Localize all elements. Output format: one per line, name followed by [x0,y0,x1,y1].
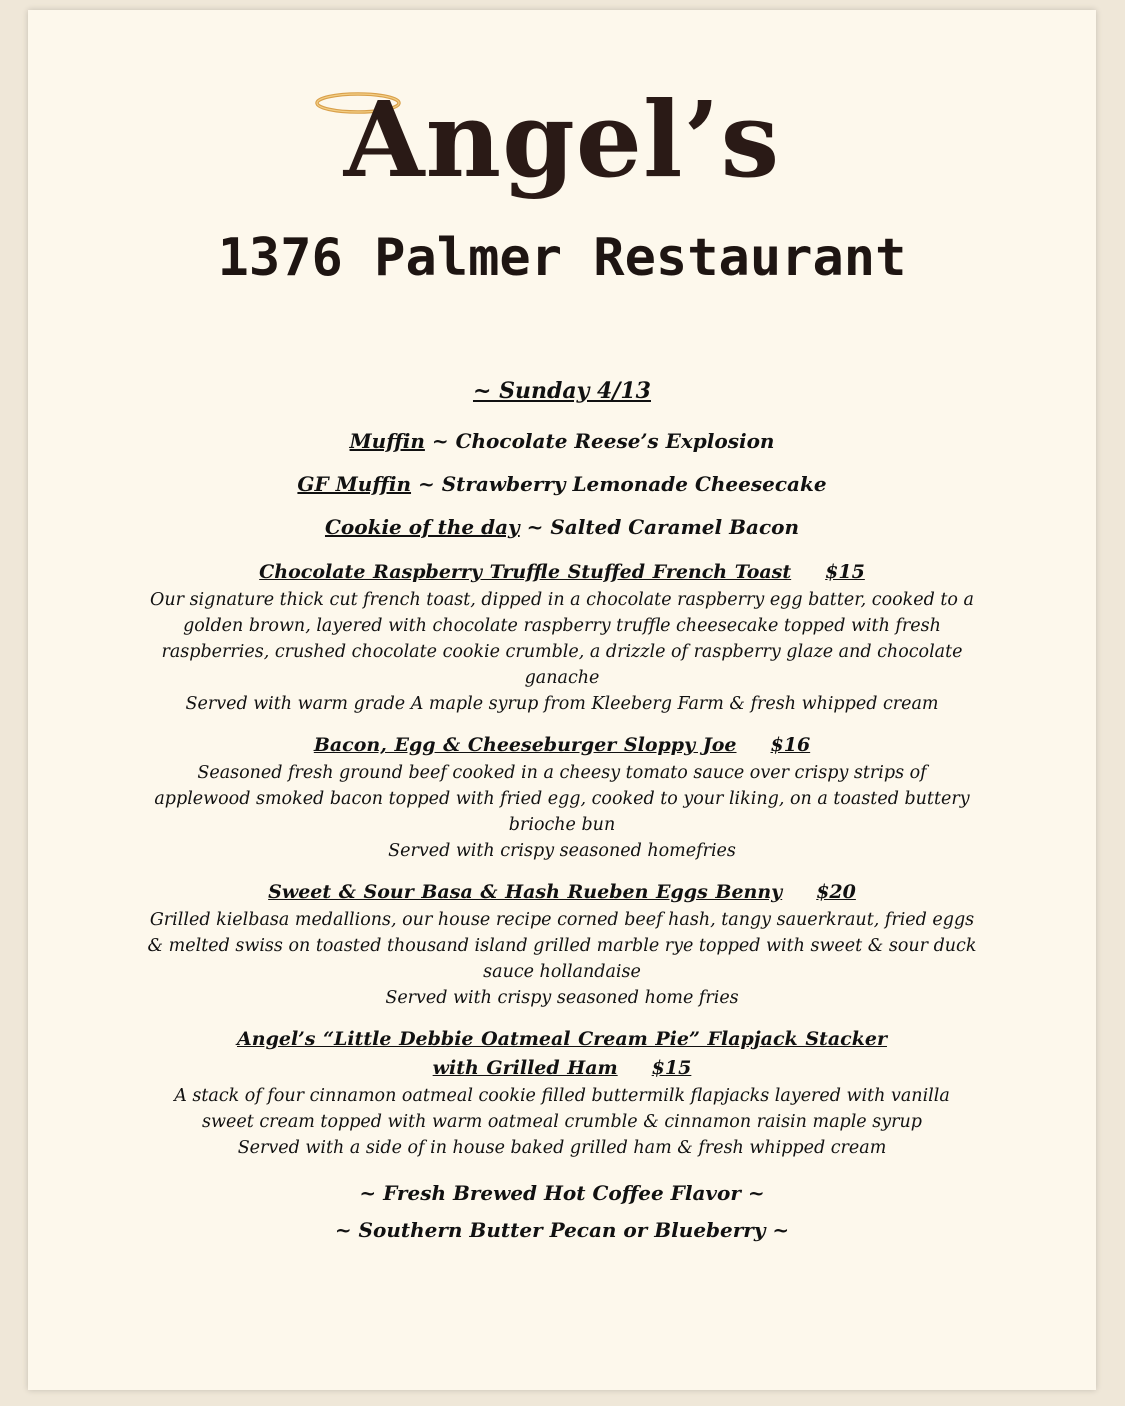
item-title [28,731,1096,760]
menu-item-sloppy-joe [28,731,1096,864]
special-value: ~ Chocolate Reese’s Explosion [424,429,775,453]
menu-day: ~ Sunday 4/13 [472,378,651,404]
coffee-heading: ~ Fresh Brewed Hot Coffee Flavor ~ [359,1181,765,1205]
special-label: Cookie of the day [324,515,520,539]
item-description: A stack of four cinnamon oatmeal cookie filled buttermilk flapjacks layered with vanilla sweet cream topped with warm oatmeal crumble & cinnamon raisin maple syrup [174,1086,950,1132]
special-muffin [28,428,1096,454]
item-title-line2 [28,1054,1096,1083]
item-served-with: Served with a side of in house baked grilled ham & fresh whipped cream [237,1138,887,1158]
item-price: $15 [825,561,865,583]
item-description: Our signature thick cut french toast, dipped in a chocolate raspberry egg batter, cooked to a golden brown, layered with chocolate raspberry truffle cheesecake topped with fresh raspberries, crushed chocolate cookie crumble, a drizzle of raspberry glaze and chocolate ganache [150,590,974,688]
menu-item-eggs-benny [28,878,1096,1011]
menu-item-french-toast [28,558,1096,717]
item-name: Chocolate Raspberry Truffle Stuffed French Toast [259,561,792,583]
menu-item-flapjack-stacker [28,1025,1096,1161]
special-cookie [28,514,1096,540]
special-value: ~ Salted Caramel Bacon [519,515,800,539]
item-title-line1: Angel’s “Little Debbie Oatmeal Cream Pie” Flapjack Stacker [237,1028,887,1050]
item-price: $20 [816,881,856,903]
item-title [28,558,1096,587]
special-label: GF Muffin [297,472,412,496]
item-title [28,878,1096,907]
item-name: with Grilled Ham [432,1057,618,1079]
item-served-with: Served with crispy seasoned homefries [388,841,736,861]
menu-body [28,376,1096,1253]
special-label: Muffin [349,429,425,453]
logo-title: Angel’s [343,78,781,201]
item-price: $16 [770,734,811,756]
special-value: ~ Strawberry Lemonade Cheesecake [411,472,827,496]
item-served-with: Served with warm grade A maple syrup from Kleeberg Farm & fresh whipped cream [185,694,939,714]
item-name: Sweet & Sour Basa & Hash Rueben Eggs Benny [268,881,783,903]
item-price: $15 [651,1057,692,1079]
item-description: Grilled kielbasa medallions, our house recipe corned beef hash, tangy sauerkraut, fried eggs & melted swiss on toasted thousand island grilled marble rye topped with sweet & sour duck sauce hollandaise [147,910,977,982]
special-gf-muffin [28,471,1096,497]
item-description: Seasoned fresh ground beef cooked in a cheesy tomato sauce over crispy strips of applewood smoked bacon topped with fried egg, cooked to your liking, on a toasted buttery brioche bun [154,763,970,835]
item-name: Bacon, Egg & Cheeseburger Sloppy Joe [313,734,737,756]
item-served-with: Served with crispy seasoned home fries [385,988,739,1008]
coffee-flavors: ~ Southern Butter Pecan or Blueberry ~ [334,1218,790,1242]
menu-page [28,10,1096,1390]
restaurant-name: 1376 Palmer Restaurant [217,228,907,288]
